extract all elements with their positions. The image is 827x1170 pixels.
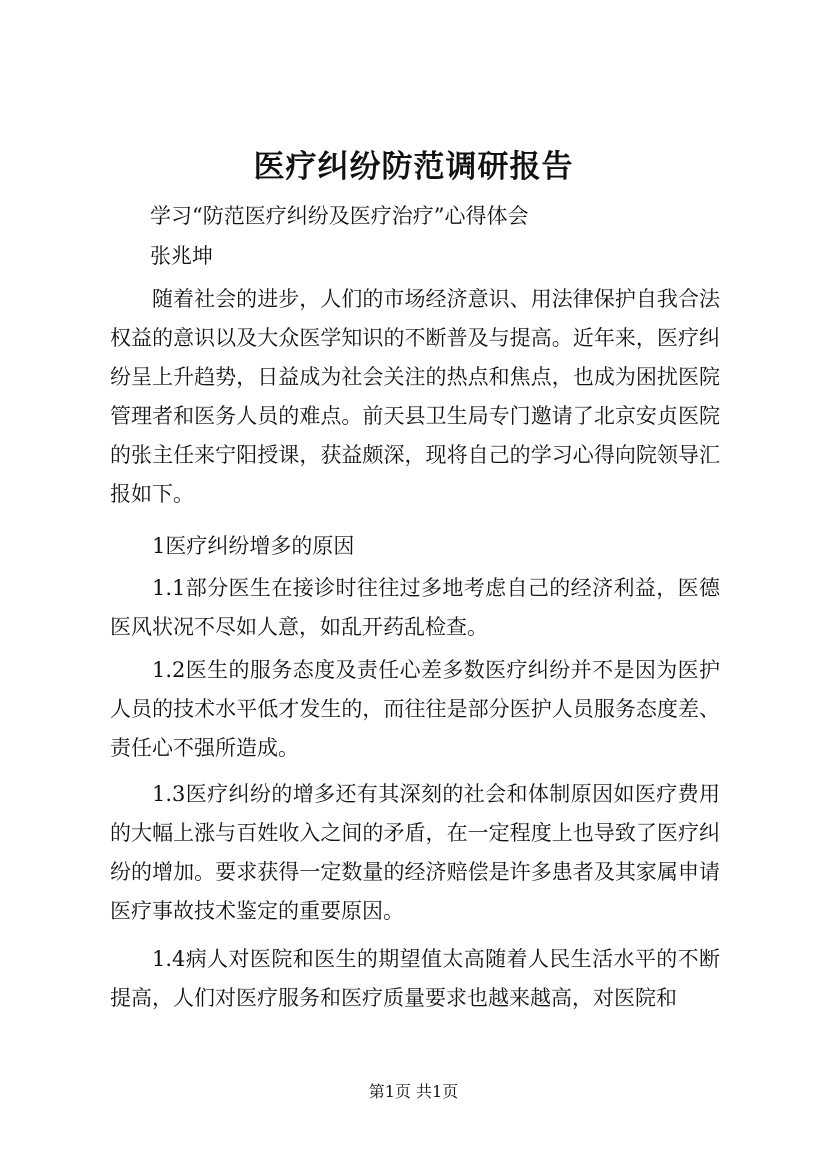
paragraph-intro: 随着社会的进步，人们的市场经济意识、用法律保护自我合法权益的意识以及大众医学知识的不断普及与提高。近年来，医疗纠纷呈上升趋势，日益成为社会关注的热点和焦点，也成为困扰医院管理者和医务人员的难点。前天县卫生局专门邀请了北京安贞医院的张主任来宁阳授课，获益颇深，现将自己的学习心得向院领导汇报如下。 bbox=[110, 287, 720, 506]
document-subtitle: 学习“防范医疗纠纷及医疗治疗”心得体会 bbox=[150, 204, 529, 228]
document-author: 张兆坤 bbox=[150, 244, 213, 268]
paragraph-1-1: 1.1部分医生在接诊时往往过多地考虑自己的经济利益，医德医风状况不尽如人意，如乱开药乱检查。 bbox=[110, 576, 720, 639]
paragraph-1-4: 1.4病人对医院和医生的期望值太高随着人民生活水平的不断提高，人们对医疗服务和医疗质量要求也越来越高，对医院和 bbox=[110, 947, 720, 1010]
paragraph-1-2: 1.2医生的服务态度及责任心差多数医疗纠纷并不是因为医护人员的技术水平低才发生的，而往往是部分医护人员服务态度差、责任心不强所造成。 bbox=[110, 658, 720, 760]
section-heading-1: 1医疗纠纷增多的原因 bbox=[152, 534, 355, 558]
paragraph-1-3: 1.3医疗纠纷的增多还有其深刻的社会和体制原因如医疗费用的大幅上涨与百姓收入之间的矛盾，在一定程度上也导致了医疗纠纷的增加。要求获得一定数量的经济赔偿是许多患者及其家属申请医疗事故技术鉴定的重要原因。 bbox=[110, 782, 720, 923]
document-title: 医疗纠纷防范调研报告 bbox=[253, 149, 574, 185]
page-footer: 第1页 共1页 bbox=[368, 1082, 459, 1101]
